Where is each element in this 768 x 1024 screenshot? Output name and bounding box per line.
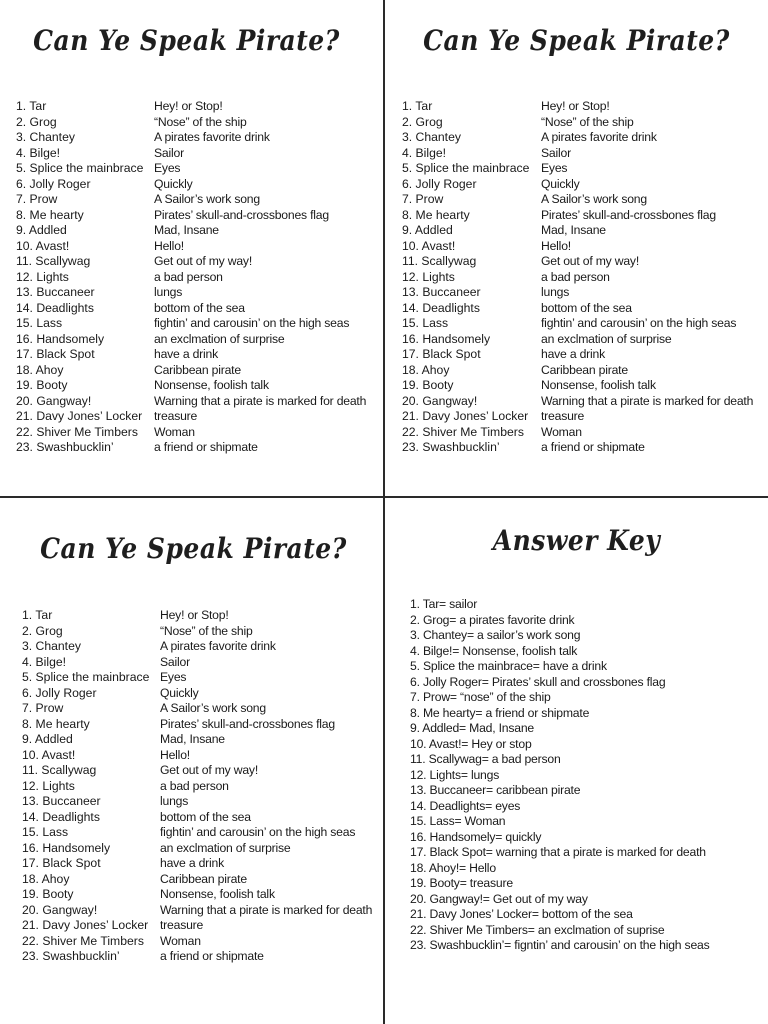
definition-item: a bad person: [154, 269, 223, 284]
term-item: 7. Prow: [16, 192, 58, 206]
definition-item: Eyes: [541, 161, 568, 175]
term-list: [16, 99, 143, 456]
answer-item: 20. Gangway!= Get out of my way: [410, 891, 588, 906]
quiz-title: Can Ye Speak Pirate?: [423, 24, 730, 57]
term-item: 18. Ahoy: [16, 362, 64, 377]
term-item: 8. Me hearty: [402, 207, 470, 222]
definition-item: Hello!: [541, 238, 571, 253]
definition-item: Sailor: [154, 145, 184, 160]
term-item: 2. Grog: [22, 623, 63, 638]
term-item: 17. Black Spot: [22, 856, 101, 870]
definition-item: Get out of my way!: [154, 254, 253, 268]
term-item: 15. Lass: [402, 316, 449, 330]
term-item: 12. Lights: [22, 778, 75, 793]
definition-item: lungs: [160, 794, 189, 808]
answer-item: 9. Addled= Mad, Insane: [410, 721, 535, 735]
term-item: 13. Buccaneer: [402, 285, 481, 299]
term-item: 8. Me hearty: [16, 207, 84, 222]
definition-item: bottom of the sea: [154, 300, 245, 315]
term-item: 3. Chantey: [16, 130, 75, 144]
definition-item: an exclmation of surprise: [160, 840, 291, 855]
definition-item: Sailor: [541, 145, 571, 160]
definition-item: a bad person: [160, 778, 229, 793]
definition-item: fightin’ and carousin’ on the high seas: [541, 316, 737, 330]
term-item: 20. Gangway!: [16, 393, 92, 408]
term-item: 23. Swashbucklin’: [402, 440, 500, 454]
term-item: 23. Swashbucklin’: [16, 440, 114, 454]
term-item: 14. Deadlights: [22, 809, 100, 824]
definition-item: Quickly: [541, 176, 580, 191]
term-item: 19. Booty: [22, 887, 74, 901]
term-item: 13. Buccaneer: [16, 285, 95, 299]
definition-item: have a drink: [160, 856, 224, 870]
term-item: 17. Black Spot: [402, 347, 481, 361]
answer-item: 14. Deadlights= eyes: [410, 798, 521, 813]
term-item: 5. Splice the mainbrace: [16, 161, 144, 175]
term-item: 12. Lights: [16, 269, 69, 284]
definition-item: A Sailor’s work song: [160, 701, 266, 715]
definition-item: Caribbean pirate: [541, 362, 628, 377]
answer-item: 18. Ahoy!= Hello: [410, 860, 496, 875]
definition-item: Quickly: [160, 685, 199, 700]
definition-item: an exclmation of surprise: [541, 331, 672, 346]
term-item: 21. Davy Jones’ Locker: [402, 409, 529, 423]
term-item: 5. Splice the mainbrace: [22, 670, 150, 684]
term-item: 7. Prow: [22, 701, 64, 715]
definition-item: Eyes: [154, 161, 181, 175]
term-item: 20. Gangway!: [22, 902, 98, 917]
definition-item: Warning that a pirate is marked for death: [160, 902, 373, 917]
definition-item: Woman: [160, 933, 201, 948]
definition-item: a bad person: [541, 269, 610, 284]
term-item: 21. Davy Jones’ Locker: [22, 918, 149, 932]
term-item: 11. Scallywag: [402, 254, 477, 268]
answer-item: 19. Booty= treasure: [410, 876, 513, 890]
term-item: 10. Avast!: [402, 238, 456, 253]
term-item: 6. Jolly Roger: [16, 176, 91, 191]
definition-item: “Nose” of the ship: [541, 114, 634, 129]
term-item: 14. Deadlights: [16, 300, 94, 315]
answer-item: 3. Chantey= a sailor’s work song: [410, 628, 581, 642]
definition-item: A pirates favorite drink: [541, 130, 657, 144]
definition-item: Hey! or Stop!: [541, 99, 610, 113]
answer-item: 2. Grog= a pirates favorite drink: [410, 612, 575, 627]
term-item: 5. Splice the mainbrace: [402, 161, 530, 175]
answer-item: 6. Jolly Roger= Pirates’ skull and crossbones flag: [410, 674, 666, 689]
term-item: 6. Jolly Roger: [402, 176, 477, 191]
term-item: 10. Avast!: [16, 238, 70, 253]
answer-key-panel: [385, 498, 768, 1024]
definition-item: Mad, Insane: [541, 223, 606, 237]
definition-item: Woman: [154, 424, 195, 439]
answer-item: 5. Splice the mainbrace= have a drink: [410, 659, 607, 673]
definition-item: Pirates’ skull-and-crossbones flag: [541, 207, 716, 222]
definition-list: [160, 608, 372, 965]
definition-item: fightin’ and carousin’ on the high seas: [154, 316, 350, 330]
definition-item: Warning that a pirate is marked for death: [154, 393, 367, 408]
term-item: 18. Ahoy: [22, 871, 70, 886]
definition-item: Get out of my way!: [541, 254, 640, 268]
answer-item: 10. Avast!= Hey or stop: [410, 736, 532, 751]
answer-item: 23. Swashbucklin’= figntin’ and carousin’ on the high seas: [410, 938, 710, 952]
definition-item: “Nose” of the ship: [160, 623, 253, 638]
definition-item: treasure: [541, 409, 585, 423]
answer-item: 12. Lights= lungs: [410, 767, 500, 782]
term-item: 23. Swashbucklin’: [22, 949, 120, 963]
term-item: 21. Davy Jones’ Locker: [16, 409, 143, 423]
term-item: 9. Addled: [16, 223, 67, 237]
term-list: [402, 99, 529, 456]
definition-item: Nonsense, foolish talk: [154, 378, 269, 392]
definition-list: [154, 99, 366, 456]
definition-item: an exclmation of surprise: [154, 331, 285, 346]
answer-item: 11. Scallywag= a bad person: [410, 752, 561, 766]
definition-item: Pirates’ skull-and-crossbones flag: [154, 207, 329, 222]
definition-item: A Sailor’s work song: [541, 192, 647, 206]
term-item: 9. Addled: [402, 223, 453, 237]
answer-item: 4. Bilge!= Nonsense, foolish talk: [410, 643, 578, 658]
answer-key-title: Answer Key: [492, 524, 661, 557]
definition-item: Caribbean pirate: [160, 871, 247, 886]
definition-item: Get out of my way!: [160, 763, 259, 777]
term-item: 19. Booty: [16, 378, 68, 392]
answer-item: 8. Me hearty= a friend or shipmate: [410, 705, 590, 720]
definition-item: Mad, Insane: [160, 732, 225, 746]
definition-item: fightin’ and carousin’ on the high seas: [160, 825, 356, 839]
definition-item: Quickly: [154, 176, 193, 191]
definition-item: A Sailor’s work song: [154, 192, 260, 206]
term-item: 3. Chantey: [22, 639, 81, 653]
definition-item: lungs: [154, 285, 183, 299]
term-item: 4. Bilge!: [402, 145, 447, 160]
term-item: 22. Shiver Me Timbers: [22, 933, 144, 948]
definition-item: A pirates favorite drink: [154, 130, 270, 144]
quiz-title: Can Ye Speak Pirate?: [40, 532, 347, 565]
answer-item: 16. Handsomely= quickly: [410, 829, 542, 844]
definition-item: Hello!: [160, 747, 190, 762]
definition-item: A pirates favorite drink: [160, 639, 276, 653]
term-item: 7. Prow: [402, 192, 444, 206]
definition-item: Woman: [541, 424, 582, 439]
term-item: 18. Ahoy: [402, 362, 450, 377]
definition-item: a friend or shipmate: [154, 440, 258, 454]
definition-item: bottom of the sea: [541, 300, 632, 315]
definition-item: treasure: [160, 918, 204, 932]
term-item: 17. Black Spot: [16, 347, 95, 361]
answer-item: 22. Shiver Me Timbers= an exclmation of suprise: [410, 922, 665, 937]
definition-item: Nonsense, foolish talk: [160, 887, 275, 901]
definition-item: have a drink: [154, 347, 218, 361]
term-item: 1. Tar: [16, 99, 47, 113]
definition-item: “Nose” of the ship: [154, 114, 247, 129]
definition-item: bottom of the sea: [160, 809, 251, 824]
definition-item: Pirates’ skull-and-crossbones flag: [160, 716, 335, 731]
term-item: 16. Handsomely: [16, 331, 105, 346]
definition-item: lungs: [541, 285, 570, 299]
definition-item: Sailor: [160, 654, 190, 669]
definition-item: Caribbean pirate: [154, 362, 241, 377]
term-item: 1. Tar: [22, 608, 53, 622]
quiz-panel-top-right: [385, 0, 768, 496]
answer-item: 13. Buccaneer= caribbean pirate: [410, 783, 581, 797]
term-item: 6. Jolly Roger: [22, 685, 97, 700]
definition-item: Hello!: [154, 238, 184, 253]
answer-item: 7. Prow= “nose” of the ship: [410, 690, 551, 704]
definition-item: a friend or shipmate: [541, 440, 645, 454]
definition-item: Hey! or Stop!: [154, 99, 223, 113]
answer-item: 21. Davy Jones’ Locker= bottom of the sea: [410, 907, 633, 921]
term-item: 16. Handsomely: [402, 331, 491, 346]
term-item: 4. Bilge!: [22, 654, 67, 669]
answer-item: 1. Tar= sailor: [410, 597, 478, 611]
definition-item: a friend or shipmate: [160, 949, 264, 963]
answer-item: 17. Black Spot= warning that a pirate is marked for death: [410, 845, 706, 859]
term-item: 22. Shiver Me Timbers: [402, 424, 524, 439]
answer-item: 15. Lass= Woman: [410, 814, 506, 828]
term-item: 22. Shiver Me Timbers: [16, 424, 138, 439]
definition-item: Eyes: [160, 670, 187, 684]
answer-list: [410, 597, 710, 954]
quiz-panel-top-left: [0, 0, 383, 496]
term-item: 4. Bilge!: [16, 145, 61, 160]
definition-item: Hey! or Stop!: [160, 608, 229, 622]
term-item: 2. Grog: [16, 114, 57, 129]
definition-item: treasure: [154, 409, 198, 423]
term-list: [22, 608, 149, 965]
term-item: 8. Me hearty: [22, 716, 90, 731]
term-item: 3. Chantey: [402, 130, 461, 144]
term-item: 11. Scallywag: [22, 763, 97, 777]
term-item: 2. Grog: [402, 114, 443, 129]
term-item: 12. Lights: [402, 269, 455, 284]
term-item: 9. Addled: [22, 732, 73, 746]
quiz-panel-bottom-left: [0, 498, 383, 1024]
definition-item: Warning that a pirate is marked for death: [541, 393, 754, 408]
term-item: 20. Gangway!: [402, 393, 478, 408]
term-item: 15. Lass: [16, 316, 63, 330]
term-item: 16. Handsomely: [22, 840, 111, 855]
definition-item: Nonsense, foolish talk: [541, 378, 656, 392]
term-item: 10. Avast!: [22, 747, 76, 762]
term-item: 15. Lass: [22, 825, 69, 839]
definition-item: Mad, Insane: [154, 223, 219, 237]
quiz-title: Can Ye Speak Pirate?: [33, 24, 340, 57]
term-item: 11. Scallywag: [16, 254, 91, 268]
term-item: 13. Buccaneer: [22, 794, 101, 808]
term-item: 19. Booty: [402, 378, 454, 392]
term-item: 1. Tar: [402, 99, 433, 113]
definition-item: have a drink: [541, 347, 605, 361]
definition-list: [541, 99, 753, 456]
term-item: 14. Deadlights: [402, 300, 480, 315]
